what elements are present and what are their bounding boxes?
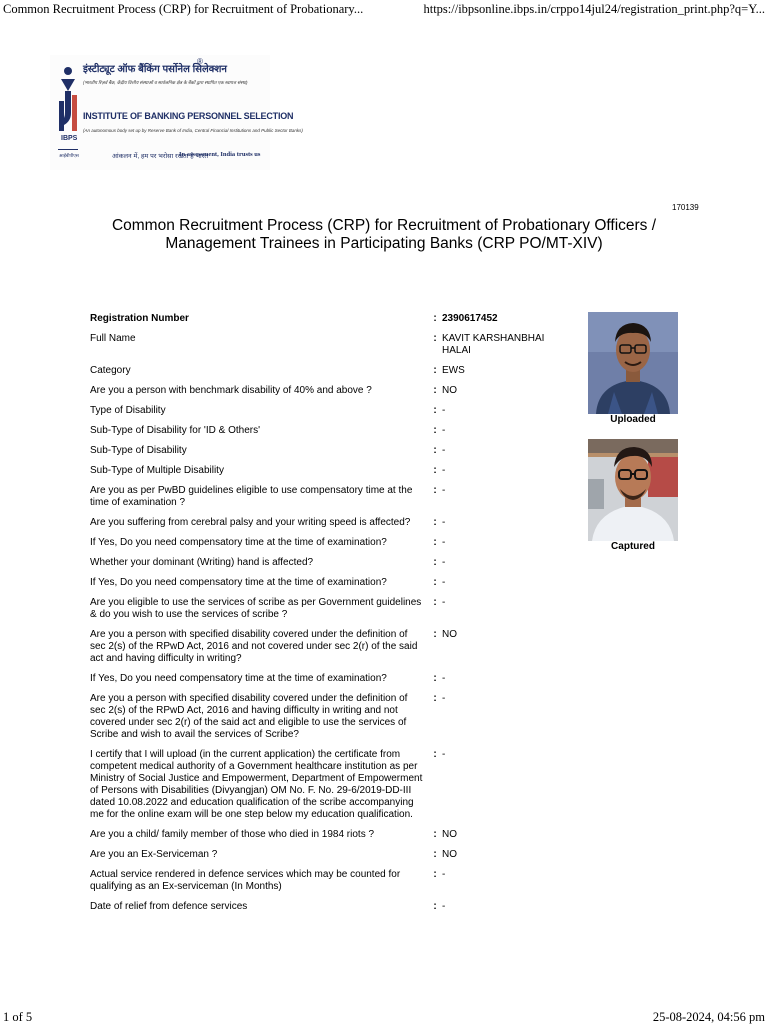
page-counter: 1 of 5: [3, 1010, 33, 1024]
field-separator: :: [433, 577, 437, 588]
field-value: -: [442, 673, 446, 684]
field-value: NO: [442, 829, 457, 840]
registered-mark: ®: [197, 57, 203, 66]
field-value: KAVIT KARSHANBHAI HALAI: [442, 333, 545, 356]
field-separator: :: [433, 445, 437, 456]
field-label: Actual service rendered in defence services which may be counted for qualifying as an Ex-serviceman (In Months): [90, 869, 401, 892]
field-value: -: [442, 901, 446, 912]
field-value: -: [442, 405, 446, 416]
field-separator: :: [433, 365, 437, 376]
captured-photo: [588, 439, 678, 541]
print-url: https://ibpsonline.ibps.in/crppo14jul24/registration_print.php?q=Y...: [423, 2, 765, 16]
field-separator: :: [433, 425, 437, 436]
registration-details-table: [90, 313, 567, 921]
field-separator: :: [433, 405, 437, 416]
field-row: [90, 749, 567, 829]
logo-hindi-name: इंस्टीट्यूट ऑफ बैंकिंग पर्सोनेल सिलेक्शन: [83, 64, 227, 75]
field-label: Full Name: [90, 333, 136, 344]
captured-caption: Captured: [611, 541, 655, 552]
field-label: Are you eligible to use the services of scribe as per Government guidelines & do you wish to use the services of scribe ?: [90, 597, 422, 620]
logo-abbr: IBPS: [61, 135, 78, 142]
field-label: Category: [90, 365, 131, 376]
field-separator: :: [433, 673, 437, 684]
field-separator: :: [433, 869, 437, 880]
field-row: [90, 405, 567, 425]
field-label: Sub-Type of Disability: [90, 445, 187, 456]
field-value: 2390617452: [442, 313, 498, 324]
field-separator: :: [433, 333, 437, 344]
logo-english-name: INSTITUTE OF BANKING PERSONNEL SELECTION: [83, 111, 294, 121]
field-label: Are you a person with benchmark disability of 40% and above ?: [90, 385, 372, 396]
field-separator: :: [433, 537, 437, 548]
field-value: -: [442, 445, 446, 456]
ibps-logo: [50, 55, 303, 170]
field-label: I certify that I will upload (in the current application) the certificate from competent medical authority of a Government healthcare institution as per Ministry of Social Justice and Empowerment, Department of Empowerment of Persons with Disabilities (Divyangjan) OM No. F. No. 29-6/2019-DD-III dated 10.08.2022 and education qualification of the scribe accompanying me for the online exam will be one step below my education qualification.: [90, 749, 423, 820]
field-label: Are you an Ex-Serviceman ?: [90, 849, 218, 860]
document-code: 170139: [672, 203, 699, 212]
field-value: -: [442, 577, 446, 588]
field-label: Sub-Type of Disability for 'ID & Others': [90, 425, 260, 436]
field-label: Date of relief from defence services: [90, 901, 248, 912]
field-label: If Yes, Do you need compensatory time at the time of examination?: [90, 577, 387, 588]
field-separator: :: [433, 313, 437, 324]
field-separator: :: [433, 849, 437, 860]
field-separator: :: [433, 385, 437, 396]
field-row: [90, 577, 567, 597]
field-row: [90, 485, 567, 517]
field-label: Sub-Type of Multiple Disability: [90, 465, 224, 476]
field-separator: :: [433, 629, 437, 640]
field-row: [90, 385, 567, 405]
print-page-title: Common Recruitment Process (CRP) for Recruitment of Probationary...: [3, 2, 364, 16]
field-row: [90, 629, 567, 673]
field-label: Are you a person with specified disability covered under the definition of sec 2(s) of the RPwD Act, 2016 and not covered under sec 2(r) of the said act and having difficulty in writing?: [90, 629, 418, 664]
field-separator: :: [433, 557, 437, 568]
field-separator: :: [433, 517, 437, 528]
svg-text:आईबीपीएस: आईबीपीएस: [59, 154, 79, 159]
print-timestamp: 25-08-2024, 04:56 pm: [652, 1010, 765, 1024]
field-value: NO: [442, 385, 457, 396]
field-label: Type of Disability: [90, 405, 166, 416]
field-separator: :: [433, 597, 437, 608]
field-row: [90, 673, 567, 693]
field-row: [90, 849, 567, 869]
field-value: EWS: [442, 365, 465, 376]
field-value: -: [442, 597, 446, 608]
field-row: [90, 597, 567, 629]
field-separator: :: [433, 901, 437, 912]
field-label: Are you suffering from cerebral palsy and your writing speed is affected?: [90, 517, 411, 528]
page-title: Common Recruitment Process (CRP) for Recruitment of Probationary Officers / Management Trainees in Participating Banks (CRP PO/MT-XIV): [111, 217, 657, 252]
field-row: [90, 465, 567, 485]
field-value: -: [442, 485, 446, 496]
logo-english-subtitle: (An autonomous body set up by Reserve Bank of India, Central Financial Institutions and Public Sector Banks): [83, 128, 303, 133]
field-value: -: [442, 465, 446, 476]
field-value: -: [442, 537, 446, 548]
field-label: Are you a person with specified disability covered under the definition of sec 2(s) of the RPwD Act, 2016 and having difficulty in writing and not covered under sec 2(r) of the said act and eligible to use the services of Scribe and wish to avail the services of Scribe?: [90, 693, 408, 740]
field-row: [90, 425, 567, 445]
field-label: If Yes, Do you need compensatory time at the time of examination?: [90, 537, 387, 548]
ibps-emblem-icon: [50, 55, 84, 170]
field-row: [90, 313, 567, 333]
field-row: [90, 557, 567, 577]
field-label: If Yes, Do you need compensatory time at the time of examination?: [90, 673, 387, 684]
field-separator: :: [433, 485, 437, 496]
field-row: [90, 901, 567, 921]
field-separator: :: [433, 829, 437, 840]
uploaded-photo: [588, 312, 678, 414]
field-value: -: [442, 749, 446, 760]
field-value: NO: [442, 849, 457, 860]
uploaded-caption: Uploaded: [610, 414, 656, 425]
field-value: NO: [442, 629, 457, 640]
field-value: -: [442, 425, 446, 436]
field-label: Are you a child/ family member of those who died in 1984 riots ?: [90, 829, 375, 840]
field-row: [90, 365, 567, 385]
field-label: Are you as per PwBD guidelines eligible to use compensatory time at the time of examination ?: [90, 485, 413, 508]
field-row: [90, 537, 567, 557]
field-separator: :: [433, 693, 437, 704]
field-label: Registration Number: [90, 313, 189, 324]
print-header: [0, 0, 768, 18]
field-row: [90, 333, 567, 365]
logo-tagline-hindi: आंकलन में, हम पर भरोसा रखता है भारत: [112, 153, 209, 160]
field-value: -: [442, 693, 446, 704]
field-value: -: [442, 517, 446, 528]
field-row: [90, 869, 567, 901]
field-row: [90, 445, 567, 465]
field-row: [90, 829, 567, 849]
field-value: -: [442, 869, 446, 880]
field-separator: :: [433, 749, 437, 760]
field-row: [90, 693, 567, 749]
print-footer: [0, 1008, 768, 1024]
field-separator: :: [433, 465, 437, 476]
logo-tagline-english: In assessment, India trusts us: [179, 151, 261, 158]
field-value: -: [442, 557, 446, 568]
field-row: [90, 517, 567, 537]
field-label: Whether your dominant (Writing) hand is affected?: [90, 557, 314, 568]
logo-hindi-subtitle: (भारतीय रिज़र्व बैंक, केंद्रीय वित्तीय संस्थाओं व सार्वजनिक क्षेत्र के बैंकों द्वारा स्थापित एक स्वायत्त संस्था): [83, 80, 248, 85]
